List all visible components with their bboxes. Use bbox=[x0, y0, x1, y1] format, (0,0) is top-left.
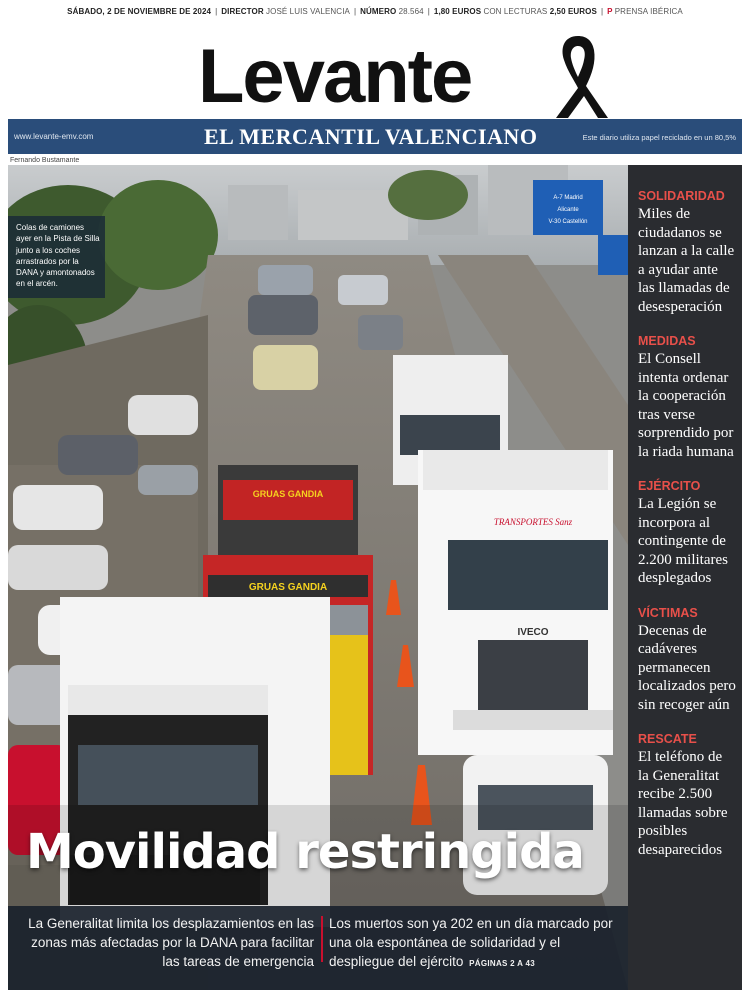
sidebar-text: Decenas de cadáveres permanecen localizados pero sin recoger aún bbox=[638, 622, 736, 713]
sidebar-text: El teléfono de la Generalitat recibe 2.500 llamadas sobre posibles desaparecidos bbox=[638, 749, 728, 858]
newspaper-logo[interactable]: Levante bbox=[198, 34, 472, 119]
masthead bbox=[0, 24, 750, 118]
sign-line-2: Alicante bbox=[557, 207, 579, 213]
photo-caption: Colas de camiones ayer en la Pista de Silla junto a los coches arrastrados por la DANA y amontonados en el arcén. bbox=[8, 216, 105, 298]
main-headline[interactable]: Movilidad restringida bbox=[26, 824, 584, 880]
sidebar-item-medidas[interactable] bbox=[638, 334, 736, 461]
sign-line-3: V-30 Castellón bbox=[548, 219, 588, 225]
sidebar-item-victimas[interactable] bbox=[638, 606, 736, 715]
sidebar-text: Miles de ciudadanos se lanzan a la calle a ayudar ante las llamadas de desesperación bbox=[638, 206, 735, 315]
director-label: DIRECTOR bbox=[221, 7, 264, 16]
mourning-ribbon-icon bbox=[548, 30, 608, 120]
issue-date: SÁBADO, 2 DE NOVIEMBRE DE 2024 bbox=[67, 7, 212, 16]
top-info-line: SÁBADO, 2 DE NOVIEMBRE DE 2024 | DIRECTOR JOSÉ LUIS VALENCIA | NÚMERO 28.564 | 1,80 EUROS CON LECTURAS 2,50 EUROS | P PRENSA IBÉRICA bbox=[67, 7, 683, 16]
masthead-subtitle-bar bbox=[8, 119, 742, 154]
pages-reference: PÁGINAS 2 A 43 bbox=[469, 959, 535, 968]
price: 1,80 EUROS bbox=[433, 7, 482, 16]
subhead-divider bbox=[321, 916, 323, 962]
newspaper-subtitle: EL MERCANTIL VALENCIANO bbox=[204, 124, 538, 149]
truck-brand: IVECO bbox=[517, 627, 549, 638]
sidebar-tag: MEDIDAS bbox=[638, 334, 696, 348]
subhead-left: La Generalitat limita los desplazamientos en las zonas más afectadas por la DANA para facilitar las tareas de emergencia bbox=[28, 916, 314, 969]
readings-price: 2,50 EUROS bbox=[549, 7, 597, 16]
sidebar-tag: SOLIDARIDAD bbox=[638, 189, 725, 203]
tow-truck-label-1: GRUAS GANDIA bbox=[252, 489, 324, 499]
news-sidebar bbox=[628, 165, 742, 990]
sidebar-tag: EJÉRCITO bbox=[638, 479, 701, 493]
sidebar-item-rescate[interactable] bbox=[638, 732, 736, 859]
sidebar-tag: VÍCTIMAS bbox=[638, 605, 698, 620]
sidebar-text: El Consell intenta ordenar la cooperación tras verse sorprendido por la riada humana bbox=[638, 351, 734, 460]
tow-truck-label-2: GRUAS GANDIA bbox=[248, 582, 328, 593]
sidebar-item-solidaridad[interactable] bbox=[638, 189, 736, 316]
number-label: NÚMERO bbox=[360, 7, 397, 16]
recycled-note: Este diario utiliza papel reciclado en un 80,5% bbox=[582, 133, 736, 142]
p-prensa-iberica-icon: P bbox=[607, 7, 613, 16]
group-name: PRENSA IBÉRICA bbox=[614, 7, 683, 16]
main-story-subheads bbox=[8, 906, 628, 990]
sidebar-text: La Legión se incorpora al contingente de 2.200 militares desplegados bbox=[638, 496, 728, 586]
director-name: JOSÉ LUIS VALENCIA bbox=[266, 7, 350, 16]
issue-number: 28.564 bbox=[398, 7, 424, 16]
photo-credit: Fernando Bustamante bbox=[10, 157, 80, 164]
sidebar-item-ejercito[interactable] bbox=[638, 479, 736, 588]
website-link[interactable]: www.levante-emv.com bbox=[14, 132, 94, 141]
sign-line-1: A-7 Madrid bbox=[553, 195, 583, 201]
truck-company-name: TRANSPORTES Sanz bbox=[493, 517, 573, 527]
sidebar-tag: RESCATE bbox=[638, 732, 697, 746]
subhead-right-text: Los muertos son ya 202 en un día marcado por una ola espontánea de solidaridad y el despliegue del ejército bbox=[329, 916, 613, 969]
subhead-right bbox=[329, 914, 625, 973]
readings-label: CON LECTURAS bbox=[483, 7, 548, 16]
